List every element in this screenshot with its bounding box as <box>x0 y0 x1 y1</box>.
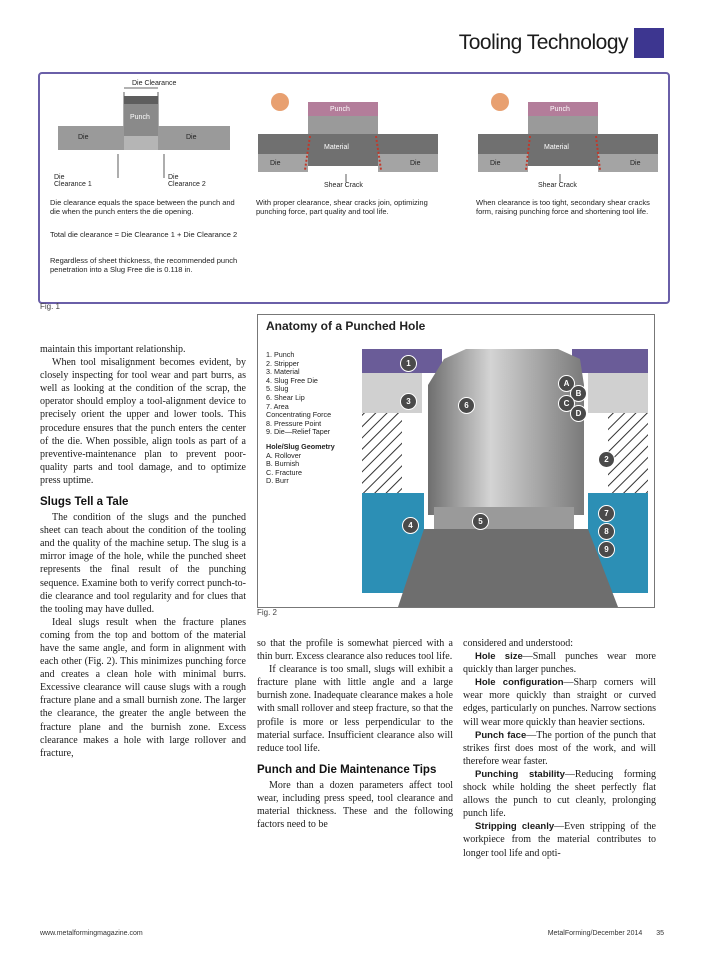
marker-c: C <box>558 395 575 412</box>
legend-item: 2. Stripper <box>266 358 300 368</box>
marker-4: 4 <box>402 517 419 534</box>
article-column-2 <box>257 637 453 831</box>
tip-text: —Small punches wear more quickly than larger punches. <box>463 651 656 676</box>
paragraph: so that the profile is somewhat pierced with a thin burr. Excess clearance also reduces tool life. <box>257 638 453 663</box>
legend-item: Concentrating Force <box>266 410 332 420</box>
section-accent-block <box>634 28 664 58</box>
die-clearance-1-label: Die Clearance 1 <box>54 174 92 188</box>
tip-heading: Hole configuration <box>475 677 564 689</box>
geometry-item: B. Burnish <box>266 459 300 469</box>
p2-die-right-label: Die <box>410 160 421 167</box>
section-heading: Punch and Die Maintenance Tips <box>257 763 437 776</box>
geometry-heading: Hole/Slug Geometry <box>266 441 335 451</box>
marker-8: 8 <box>598 523 615 540</box>
fig1-caption-1: Die clearance equals the space between the punch and die when the punch enters the die opening. <box>50 198 235 216</box>
geometry-item: D. Burr <box>266 476 289 486</box>
tip-paragraph <box>463 650 656 676</box>
legend-item: 3. Material <box>266 367 300 377</box>
legend-item: 8. Pressure Point <box>266 418 322 428</box>
article-column-3 <box>463 637 656 860</box>
paragraph: considered and understood: <box>463 638 573 649</box>
die-clearance-2-label: Die Clearance 2 <box>168 174 206 188</box>
p2-material-label: Material <box>324 144 349 151</box>
paragraph: Ideal slugs result when the fracture planes coming from the top and bottom of the material have the same angle, and form in alignment with each other (Fig. 2). This minimizes punching force and creates a clean hole with minimal burrs. Excessive clearance will cause slugs with a rough fracture plane and a small burnish zone. The larger the clearance, the greater the angle between the fracture plane and the burnish zone. Excess clearance makes a hole with large rollover and fracture, <box>40 616 246 759</box>
fig1-panel3-caption: When clearance is too tight, secondary shear cracks form, raising punching force and shortening tool life. <box>476 198 650 216</box>
paragraph: If clearance is too small, slugs will exhibit a fracture plane with little angle and a large burnish zone. Inadequate clearance makes a hole with small rollover and steep fracture, so that the profile is more or less perpendicular to the material surface. Insufficient clearance also will reduce tool life. <box>257 664 453 754</box>
punch-label: Punch <box>130 114 150 121</box>
tip-text: —Sharp corners will wear more quickly than straight or curved edges, particularly on punches. Narrow sections will wear more quickly than heavier sections. <box>463 677 656 728</box>
marker-d: D <box>570 405 587 422</box>
article-column-1 <box>40 343 246 760</box>
marker-a: A <box>558 375 575 392</box>
p3-material-label: Material <box>544 144 569 151</box>
section-heading: Slugs Tell a Tale <box>40 496 129 509</box>
tip-text: —Reducing forming shock while holding the sheet perfectly flat allows the punch to cut cleanly, prolonging punch life. <box>463 768 657 820</box>
marker-5: 5 <box>472 513 489 530</box>
tip-heading: Punching stability <box>475 768 565 780</box>
page-number: 35 <box>656 930 664 937</box>
figure-1-label: Fig. 1 <box>40 302 61 311</box>
geometry-item: C. Fracture <box>266 467 302 477</box>
die-clearance-label: Die Clearance <box>132 80 177 87</box>
fig1-panel2-caption: With proper clearance, shear cracks join, optimizing punching force, part quality and tool life. <box>256 198 428 216</box>
die-left-label: Die <box>78 134 89 141</box>
p2-punch-label: Punch <box>330 106 350 113</box>
tip-paragraph <box>463 768 656 820</box>
legend-item: 5. Slug <box>266 384 289 394</box>
geometry-item: A. Rollover <box>266 450 302 460</box>
tip-paragraph <box>463 820 656 859</box>
tip-heading: Punch face <box>475 729 527 741</box>
marker-3: 3 <box>400 393 417 410</box>
section-title: Tooling Technology <box>458 31 628 54</box>
figure-2 <box>257 314 655 608</box>
marker-9: 9 <box>598 541 615 558</box>
fig1-caption-2: Total die clearance = Die Clearance 1 + Die Clearance 2 <box>50 230 238 239</box>
tip-paragraph <box>463 729 656 768</box>
paragraph: The condition of the slugs and the punched sheet can teach about the condition of the tooling and the quality of the machine setup. The slug is a mirror image of the hole, while the punched sheet represents the final result of the punching sequence. Examine both to verify correct punch-to-die clearance and tool regularity and for clues that the tooling may have dulled. <box>40 512 246 615</box>
tip-text: —The portion of the punch that strikes first does most of the work, and will therefore wear faster. <box>463 729 656 767</box>
p3-die-left-label: Die <box>490 160 501 167</box>
legend-item: 1. Punch <box>266 350 295 359</box>
die-right-label: Die <box>186 134 197 141</box>
die-clearance-diagram <box>58 88 230 178</box>
legend-item: 4. Slug Free Die <box>266 375 318 385</box>
marker-b: B <box>570 385 587 402</box>
p3-shear-crack-label: Shear Crack <box>538 182 577 189</box>
tip-paragraph <box>463 676 656 728</box>
legend-item: 6. Shear Lip <box>266 392 305 402</box>
footer-url: www.metalformingmagazine.com <box>40 930 143 937</box>
footer-publication <box>548 930 664 937</box>
p3-punch-label: Punch <box>550 106 570 113</box>
paragraph: When tool misalignment becomes evident, by closely inspecting for tool wear and part burrs, as well as looking at the condition of the scrap, the operator should employ a tool-alignment device to precisely orient the upper and lower tools. This procedure ensures that the punch enters the center of the die. When possible, align tools as part of a preventive-maintenance plan to prevent poor-quality parts and tool damage, and to optimize press uptime. <box>40 357 246 486</box>
marker-1: 1 <box>400 355 417 372</box>
paragraph: maintain this important relationship. <box>40 344 186 355</box>
legend-item: 7. Area <box>266 401 289 411</box>
tip-heading: Stripping cleanly <box>475 821 555 833</box>
tip-text: —Even stripping of the workpiece from the material contributes to longer tool life and opti- <box>463 821 656 859</box>
marker-6: 6 <box>458 397 475 414</box>
legend-item: 9. Die—Relief Taper <box>266 427 331 437</box>
paragraph: More than a dozen parameters affect tool wear, including press speed, tool clearance and material thickness. These and the following factors need to be <box>257 779 453 831</box>
fig2-markers <box>258 315 654 607</box>
fig1-caption-3: Regardless of sheet thickness, the recommended punch penetration into a Slug Free die is 0.118 in. <box>50 256 238 274</box>
footer-issue: MetalForming/December 2014 <box>547 930 643 937</box>
die-left-shape <box>58 126 124 150</box>
p3-die-right-label: Die <box>630 160 641 167</box>
marker-2: 2 <box>598 451 615 468</box>
tip-heading: Hole size <box>475 651 523 663</box>
p2-die-left-label: Die <box>270 160 281 167</box>
figure-1 <box>38 72 670 304</box>
marker-7: 7 <box>598 505 615 522</box>
page-header <box>459 28 664 58</box>
figure-2-title: Anatomy of a Punched Hole <box>266 319 426 333</box>
figure-2-label: Fig. 2 <box>257 608 278 617</box>
p2-shear-crack-label: Shear Crack <box>324 182 363 189</box>
